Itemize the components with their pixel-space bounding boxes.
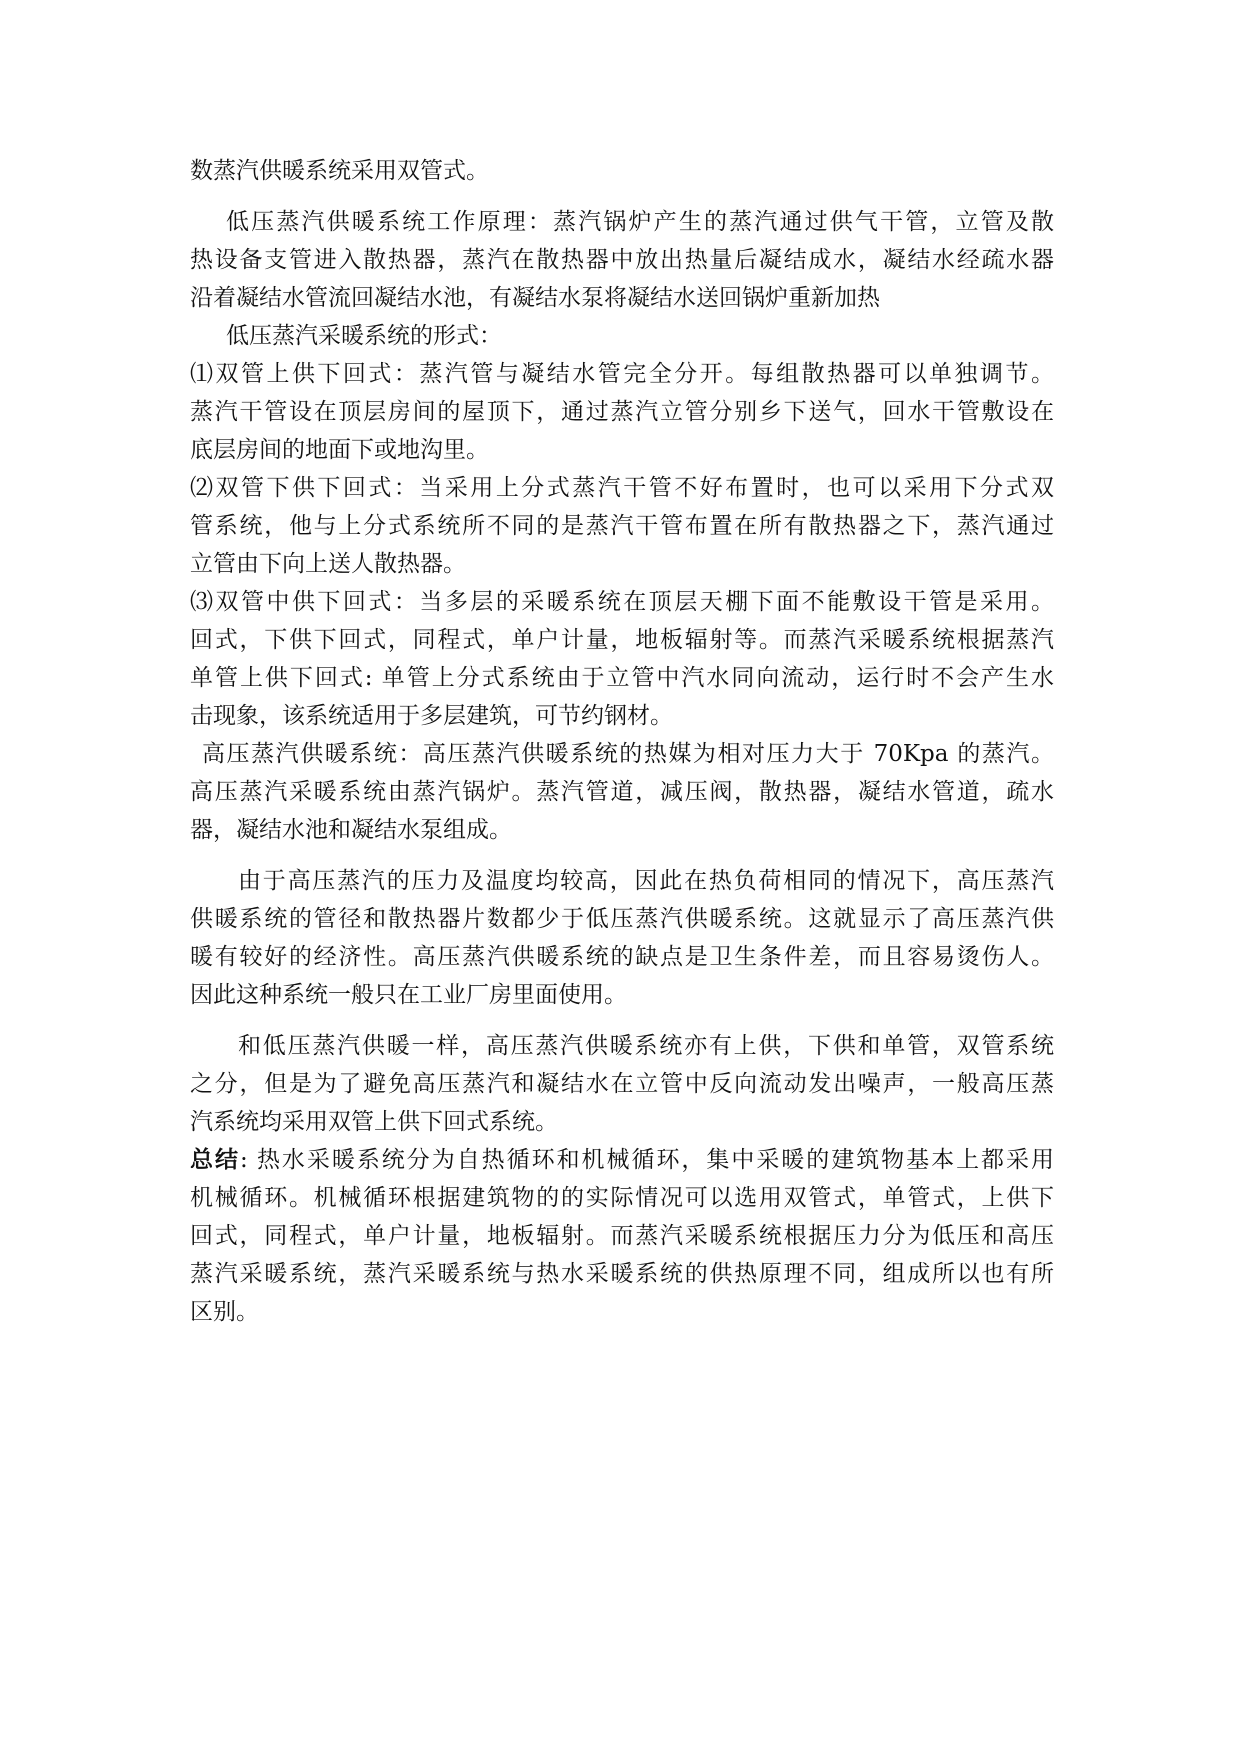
text-line: 因此这种系统一般只在工业厂房里面使用。 xyxy=(190,982,627,1008)
text-line: 击现象，该系统适用于多层建筑，可节约钢材。 xyxy=(190,703,673,729)
text-line: 数蒸汽供暖系统采用双管式。 xyxy=(190,158,489,184)
text-line: 蒸汽采暖系统，蒸汽采暖系统与热水采暖系统的供热原理不同，组成所以也有所 xyxy=(190,1261,1054,1287)
summary-paragraph xyxy=(190,1141,1054,1331)
text-line: 和低压蒸汽供暖一样，高压蒸汽供暖系统亦有上供，下供和单管，双管系统 xyxy=(238,1033,1054,1059)
paragraph xyxy=(190,1027,1054,1141)
text-line: 底层房间的地面下或地沟里。 xyxy=(190,437,489,463)
paragraph xyxy=(190,203,1054,317)
text-line: 供暖系统的管径和散热器片数都少于低压蒸汽供暖系统。这就显示了高压蒸汽供 xyxy=(190,906,1054,932)
summary-label: 总结 xyxy=(190,1147,240,1173)
text-line: ⑴双管上供下回式：蒸汽管与凝结水管完全分开。每组散热器可以单独调节。 xyxy=(190,361,1054,387)
paragraph xyxy=(190,152,1054,190)
text-line: 器，凝结水池和凝结水泵组成。 xyxy=(190,817,512,843)
text-line: ⑵双管下供下回式：当采用上分式蒸汽干管不好布置时，也可以采用下分式双 xyxy=(190,475,1054,501)
text-line: 管系统，他与上分式系统所不同的是蒸汽干管布置在所有散热器之下，蒸汽通过 xyxy=(190,513,1054,539)
text-line: 高压蒸汽采暖系统由蒸汽锅炉。蒸汽管道，减压阀，散热器，凝结水管道，疏水 xyxy=(190,779,1054,805)
text-line: 低压蒸汽采暖系统的形式： xyxy=(226,323,502,349)
text-line: 机械循环。机械循环根据建筑物的的实际情况可以选用双管式，单管式，上供下 xyxy=(190,1185,1054,1211)
paragraph xyxy=(190,862,1054,1014)
text-line: 沿着凝结水管流回凝结水池，有凝结水泵将凝结水送回锅炉重新加热 xyxy=(190,285,880,311)
text-line: 之分，但是为了避免高压蒸汽和凝结水在立管中反向流动发出噪声，一般高压蒸 xyxy=(190,1071,1054,1097)
text-line: ⑶双管中供下回式：当多层的采暖系统在顶层天棚下面不能敷设干管是采用。 xyxy=(190,589,1054,615)
paragraph xyxy=(190,469,1054,583)
text-line: 高压蒸汽供暖系统：高压蒸汽供暖系统的热媒为相对压力大于 70Kpa 的蒸汽。 xyxy=(202,741,1054,767)
text-line: 汽系统均采用双管上供下回式系统。 xyxy=(190,1109,558,1135)
text-line: 单管上供下回式: 单管上分式系统由于立管中汽水同向流动，运行时不会产生水 xyxy=(190,665,1054,691)
text-line: 区别。 xyxy=(190,1299,259,1325)
summary-first-line-text: : 热水采暖系统分为自热循环和机械循环，集中采暖的建筑物基本上都采用 xyxy=(239,1147,1054,1173)
text-line: 暖有较好的经济性。高压蒸汽供暖系统的缺点是卫生条件差，而且容易烫伤人。 xyxy=(190,944,1054,970)
text-line: 回式，同程式，单户计量，地板辐射。而蒸汽采暖系统根据压力分为低压和高压 xyxy=(190,1223,1054,1249)
text-line: 立管由下向上送人散热器。 xyxy=(190,551,466,577)
text-line: 由于高压蒸汽的压力及温度均较高，因此在热负荷相同的情况下，高压蒸汽 xyxy=(238,868,1054,894)
text-line: 低压蒸汽供暖系统工作原理：蒸汽锅炉产生的蒸汽通过供气干管，立管及散 xyxy=(226,209,1054,235)
text-line: 蒸汽干管设在顶层房间的屋顶下，通过蒸汽立管分别乡下送气，回水干管敷设在 xyxy=(190,399,1054,425)
text-line: 回式，下供下回式，同程式，单户计量，地板辐射等。而蒸汽采暖系统根据蒸汽 xyxy=(190,627,1054,653)
paragraph xyxy=(190,355,1054,469)
paragraph xyxy=(190,583,1054,735)
paragraph xyxy=(190,317,1054,355)
summary-first-line xyxy=(190,1141,1054,1179)
document-body xyxy=(190,152,1054,1331)
text-line: 热设备支管进入散热器，蒸汽在散热器中放出热量后凝结成水，凝结水经疏水器 xyxy=(190,247,1054,273)
paragraph xyxy=(190,735,1054,849)
